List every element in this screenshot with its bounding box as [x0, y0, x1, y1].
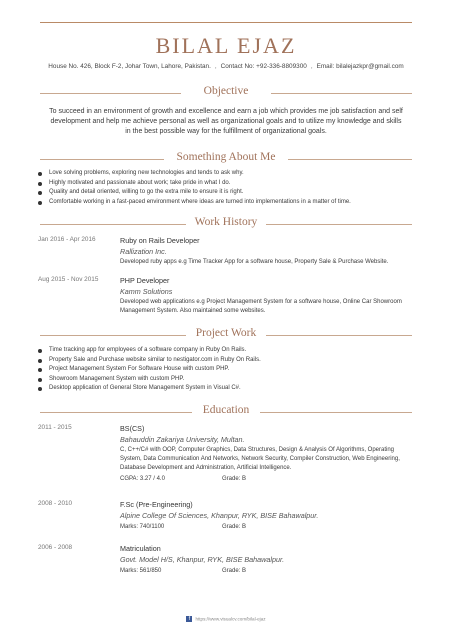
result-line	[120, 475, 416, 484]
email[interactable]: Email: bilalejazkpr@gmail.com	[316, 63, 404, 70]
list-item: Love solving problems, exploring new technologies and tends to ask why.	[36, 169, 416, 179]
list-item: Highly motivated and passionate about work; take pride in what I do.	[36, 179, 416, 189]
marks: Marks: 561/850	[120, 568, 162, 574]
section-title: Something About Me	[176, 151, 276, 163]
marks: CGPA: 3.27 / 4.0	[120, 476, 165, 482]
top-divider	[40, 22, 412, 23]
list-item: Quality and detail oriented, willing to go the extra mile to ensure it is right.	[36, 188, 416, 198]
job-description: Developed web applications e.g Project Management System for a software house, Online Car Showroom Management System. Also maintained some websites.	[120, 299, 402, 314]
entry-dates: 2008 - 2010	[38, 500, 73, 507]
section-title: Work History	[194, 216, 258, 228]
institute: Alpine College Of Sciences, Khanpur, RYK, BISE Bahawalpur.	[120, 511, 319, 520]
section-about	[40, 153, 412, 165]
entry-dates: 2011 - 2015	[38, 424, 72, 431]
bullet-icon	[38, 182, 42, 186]
bullet-icon	[38, 387, 42, 391]
address: House No. 426, Block F-2, Johar Town, Lahore, Pakistan.	[48, 63, 211, 70]
list-item: Property Sale and Purchase website similar to nestigator.com in Ruby On Rails.	[36, 356, 416, 366]
result-line	[120, 567, 416, 576]
section-education	[40, 406, 412, 418]
section-projects	[40, 329, 412, 341]
section-title: Education	[202, 404, 250, 416]
bullet-icon	[38, 172, 42, 176]
about-list	[36, 169, 416, 207]
job-role: PHP Developer	[120, 276, 170, 285]
list-item: Project Management System For Software House with custom PHP.	[36, 365, 416, 375]
section-title: Objective	[203, 85, 249, 97]
bullet-icon	[38, 201, 42, 205]
institute: Bahauddin Zakariya University, Multan.	[120, 435, 245, 444]
job-company: Kamm Solutions	[120, 287, 173, 296]
list-item: Desktop application of General Store Management System in Visual C#.	[36, 384, 416, 394]
degree: F.Sc (Pre-Engineering)	[120, 500, 193, 509]
grade: Grade: B	[222, 568, 247, 574]
bullet-icon	[38, 368, 42, 372]
institute: Govt. Model H/S, Khanpur, RYK, BISE Bahawalpur.	[120, 555, 285, 564]
contact-number: Contact No: +92-336-8809300	[220, 63, 307, 70]
section-title: Project Work	[195, 327, 257, 339]
marks: Marks: 740/1100	[120, 524, 165, 530]
entry-dates: Jan 2016 - Apr 2016	[38, 236, 96, 243]
bullet-icon	[38, 359, 42, 363]
job-company: Rallization Inc.	[120, 247, 167, 256]
job-description: Developed ruby apps e.g Time Tracker App for a software house, Property Sale & Purchase Website.	[120, 259, 389, 265]
contact-line: House No. 426, Block F-2, Johar Town, Lahore, Pakistan. , Contact No: +92-336-8809300 , Email: bilalejazkpr@gmail.com	[48, 63, 404, 70]
list-item: Showroom Management System with custom PHP.	[36, 375, 416, 385]
course-list: C, C++/C# with OOP, Computer Graphics, Data Structures, Design & Analysis Of Algorithms, Operating System, Data Communication And Networks, Network Security, Compiler Construction, Web Engineering, Database Development and Administration, Artificial Intelligence.	[120, 447, 400, 471]
projects-list	[36, 346, 416, 394]
list-item: Comfortable working in a fast-paced environment where ideas are turned into implementations in a matter of time.	[36, 198, 416, 208]
section-objective	[40, 87, 412, 99]
entry-dates: Aug 2015 - Nov 2015	[38, 276, 99, 283]
grade: Grade: B	[222, 476, 247, 482]
footer	[0, 616, 452, 622]
bullet-icon	[38, 378, 42, 382]
result-line	[120, 523, 416, 532]
facebook-icon[interactable]: f	[186, 616, 192, 622]
bullet-icon	[38, 191, 42, 195]
candidate-name: BILAL EJAZ	[155, 33, 297, 58]
entry-dates: 2006 - 2008	[38, 544, 73, 551]
objective-text: To succeed in an environment of growth and excellence and earn a job which provides me job satisfaction and self development and help me achieve personal as well as organizational goals and to utilize my knowledge and skills in the best possible way for the fulfillment of organizational goals.	[49, 108, 403, 135]
degree: BS(CS)	[120, 424, 145, 433]
list-item: Time tracking app for employees of a software company in Ruby On Rails.	[36, 346, 416, 356]
degree: Matriculation	[120, 544, 161, 553]
job-role: Ruby on Rails Developer	[120, 236, 200, 245]
bullet-icon	[38, 349, 42, 353]
grade: Grade: B	[222, 524, 247, 530]
section-work	[40, 218, 412, 230]
profile-link[interactable]: https://www.visualcv.com/bilal-ejaz	[195, 616, 266, 622]
